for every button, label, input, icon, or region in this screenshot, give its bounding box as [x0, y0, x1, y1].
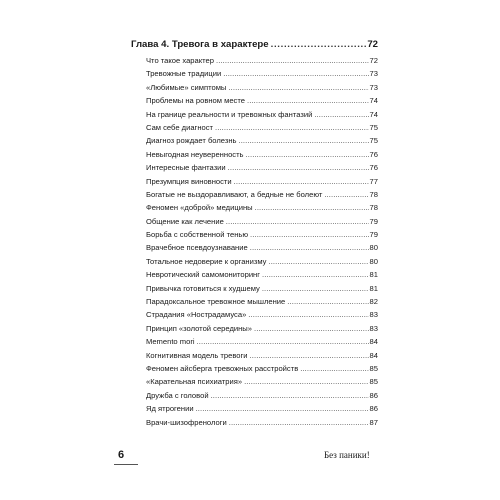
chapter-entry[interactable] — [131, 39, 378, 52]
toc-item[interactable] — [146, 123, 378, 136]
toc-item[interactable] — [146, 230, 378, 243]
dot-leader — [300, 364, 368, 373]
dot-leader — [215, 123, 369, 132]
dot-leader — [216, 56, 369, 65]
toc-item[interactable] — [146, 364, 378, 377]
toc-item-title: Феномен айсберга тревожных расстройств — [146, 363, 299, 373]
toc-item-page: 87 — [369, 417, 378, 427]
toc-item-title: «Карательная психиатрия» — [146, 377, 243, 387]
toc-item-page: 85 — [369, 363, 378, 373]
toc-item[interactable] — [146, 270, 378, 283]
toc-item-title: Невротический самомониторинг — [146, 270, 261, 280]
dot-leader — [228, 163, 369, 172]
toc-items — [131, 56, 378, 431]
toc-item[interactable] — [146, 217, 378, 230]
toc-item[interactable] — [146, 284, 378, 297]
dot-leader — [223, 69, 368, 78]
dot-leader — [238, 136, 368, 145]
dot-leader — [248, 310, 368, 319]
toc-item-title: «Любимые» симптомы — [146, 82, 227, 92]
page-number: 6 — [118, 449, 125, 461]
toc-item-page: 78 — [369, 189, 378, 199]
toc-item[interactable] — [146, 377, 378, 390]
toc-item[interactable] — [146, 391, 378, 404]
toc-item-page: 80 — [369, 256, 378, 266]
toc-item-page: 83 — [369, 310, 378, 320]
toc-item-page: 84 — [369, 337, 378, 347]
toc-item-page: 79 — [369, 216, 378, 226]
toc-item-page: 76 — [369, 149, 378, 159]
toc-item-title: Дружба с головой — [146, 390, 209, 400]
toc-item-title: Парадоксальное тревожное мышление — [146, 297, 286, 307]
toc-item-page: 73 — [369, 69, 378, 79]
toc-item-title: Яд ятрогении — [146, 404, 194, 414]
toc-item-title: Борьба с собственной тенью — [146, 230, 249, 240]
chapter-title: Глава 4. Тревога в характере — [131, 39, 269, 50]
toc-item[interactable] — [146, 136, 378, 149]
toc-item-title: Привычка готовиться к худшему — [146, 283, 260, 293]
toc-item-title: Сам себе диагност — [146, 122, 214, 132]
toc-item-page: 81 — [369, 270, 378, 280]
toc-item-title: Страдания «Нострадамуса» — [146, 310, 247, 320]
toc-item[interactable] — [146, 110, 378, 123]
toc-item-page: 79 — [369, 230, 378, 240]
toc-item-page: 75 — [369, 136, 378, 146]
dot-leader — [314, 110, 368, 119]
toc-item-title: Принцип «золотой середины» — [146, 323, 252, 333]
toc-item-page: 72 — [369, 56, 378, 65]
toc-item-title: Что такое характер — [146, 56, 214, 65]
running-title: Без паники! — [324, 450, 370, 460]
toc-item[interactable] — [146, 418, 378, 431]
dot-leader — [196, 404, 369, 413]
dot-leader — [271, 39, 367, 50]
toc-item-title: Богатые не выздоравливают, а бедные не болеют — [146, 189, 323, 199]
toc-item[interactable] — [146, 404, 378, 417]
toc-item-page: 82 — [369, 297, 378, 307]
toc-item[interactable] — [146, 310, 378, 323]
toc-item-page: 84 — [369, 350, 378, 360]
toc-item-title: Врачи-шизофренологи — [146, 417, 227, 427]
toc-item[interactable] — [146, 83, 378, 96]
toc-item[interactable] — [146, 337, 378, 350]
toc-item[interactable] — [146, 56, 378, 69]
toc-item-page: 86 — [369, 390, 378, 400]
dot-leader — [324, 190, 368, 199]
toc-item-page: 74 — [369, 96, 378, 106]
toc-item-page: 81 — [369, 283, 378, 293]
toc-item[interactable] — [146, 150, 378, 163]
dot-leader — [229, 418, 369, 427]
toc-item-title: Когнитивная модель тревоги — [146, 350, 248, 360]
toc-item-page: 78 — [369, 203, 378, 213]
toc-item-page: 74 — [369, 109, 378, 119]
toc-item-page: 77 — [369, 176, 378, 186]
footer-rule — [114, 464, 138, 465]
chapter-page: 72 — [367, 39, 378, 50]
toc-item-title: Невыгодная неуверенность — [146, 149, 244, 159]
dot-leader — [234, 177, 369, 186]
dot-leader — [255, 203, 369, 212]
toc-item[interactable] — [146, 177, 378, 190]
toc-item-title: Общение как лечение — [146, 216, 224, 226]
toc-item-title: Врачебное псевдоузнавание — [146, 243, 248, 253]
toc-item[interactable] — [146, 243, 378, 256]
dot-leader — [247, 96, 369, 105]
dot-leader — [197, 337, 369, 346]
table-of-contents — [131, 39, 378, 431]
toc-item-page: 73 — [369, 82, 378, 92]
toc-item-page: 86 — [369, 404, 378, 414]
toc-item-title: Memento mori — [146, 337, 195, 347]
toc-item-title: Презумпция виновности — [146, 176, 232, 186]
toc-item[interactable] — [146, 96, 378, 109]
toc-item-page: 75 — [369, 122, 378, 132]
toc-item-page: 85 — [369, 377, 378, 387]
dot-leader — [246, 150, 369, 159]
toc-item-page: 83 — [369, 323, 378, 333]
dot-leader — [211, 391, 369, 400]
toc-item-title: Феномен «доброй» медицины — [146, 203, 253, 213]
dot-leader — [262, 270, 369, 279]
toc-item[interactable] — [146, 203, 378, 216]
dot-leader — [287, 297, 368, 306]
toc-item-title: Тотальное недоверие к организму — [146, 256, 267, 266]
toc-item[interactable] — [146, 257, 378, 270]
toc-item[interactable] — [146, 297, 378, 310]
toc-item-title: Проблемы на ровном месте — [146, 96, 245, 106]
dot-leader — [226, 217, 369, 226]
dot-leader — [268, 257, 368, 266]
toc-item[interactable] — [146, 163, 378, 176]
dot-leader — [262, 284, 369, 293]
toc-item[interactable] — [146, 69, 378, 82]
toc-item-page: 76 — [369, 163, 378, 173]
toc-item-title: Интересные фантазии — [146, 163, 226, 173]
toc-item-title: Диагноз рождает болезнь — [146, 136, 237, 146]
toc-item-title: На границе реальности и тревожных фантазий — [146, 109, 313, 119]
dot-leader — [250, 243, 369, 252]
dot-leader — [254, 324, 369, 333]
dot-leader — [228, 83, 368, 92]
dot-leader — [250, 230, 369, 239]
dot-leader — [250, 351, 369, 360]
dot-leader — [244, 377, 368, 386]
toc-item-page: 80 — [369, 243, 378, 253]
toc-item[interactable] — [146, 324, 378, 337]
toc-item[interactable] — [146, 351, 378, 364]
toc-item-title: Тревожные традиции — [146, 69, 222, 79]
toc-item[interactable] — [146, 190, 378, 203]
